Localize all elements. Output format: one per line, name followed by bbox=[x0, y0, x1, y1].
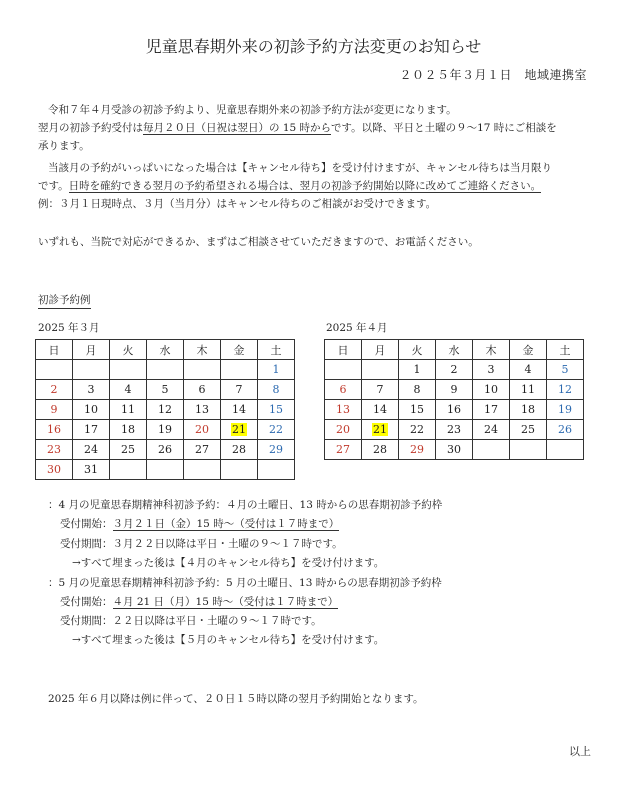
calendar-day: 21 bbox=[221, 420, 258, 440]
weekday-header: 火 bbox=[399, 340, 436, 360]
weekday-header: 水 bbox=[436, 340, 473, 360]
calendar-day: 22 bbox=[399, 420, 436, 440]
calendar-day bbox=[362, 360, 399, 380]
calendar-day: 15 bbox=[258, 400, 295, 420]
calendar-day bbox=[325, 360, 362, 380]
calendar-day: 21 bbox=[362, 420, 399, 440]
weekday-header: 月 bbox=[73, 340, 110, 360]
calendar-day: 10 bbox=[473, 380, 510, 400]
calendar-day: 11 bbox=[510, 380, 547, 400]
calendar-day: 5 bbox=[147, 380, 184, 400]
calendar-day: 6 bbox=[184, 380, 221, 400]
weekday-header: 火 bbox=[110, 340, 147, 360]
calendar-day: 9 bbox=[36, 400, 73, 420]
may-start-underlined: ４月 21 日（月）15 時～（受付は１７時まで） bbox=[112, 596, 339, 608]
weekday-header: 月 bbox=[362, 340, 399, 360]
june-onward-note: 2025 年６月以降は例に伴って、２０日１５時以降の翌月予約開始となります。 bbox=[48, 693, 424, 705]
calendar-day: 23 bbox=[36, 440, 73, 460]
calendar-day: 28 bbox=[221, 440, 258, 460]
calendar-day: 24 bbox=[473, 420, 510, 440]
calendar-day: 18 bbox=[510, 400, 547, 420]
calendar-day bbox=[510, 440, 547, 460]
weekday-header: 土 bbox=[547, 340, 584, 360]
intro-line-5: です。日時を確約できる翌月の予約希望される場合は、翌月の初診予約開始以降に改めてご連絡ください。 bbox=[38, 180, 542, 192]
calendar-day: 29 bbox=[399, 440, 436, 460]
calendar-day: 10 bbox=[73, 400, 110, 420]
calendar-march-label: 2025 年３月 bbox=[38, 322, 100, 334]
intro-line-3: 承ります。 bbox=[38, 140, 90, 152]
calendar-day: 20 bbox=[325, 420, 362, 440]
may-reception-start: 受付開始：４月 21 日（月）15 時～（受付は１７時まで） bbox=[60, 596, 339, 608]
calendar-day bbox=[184, 360, 221, 380]
calendar-day: 1 bbox=[399, 360, 436, 380]
calendar-day: 25 bbox=[510, 420, 547, 440]
calendar-day: 13 bbox=[325, 400, 362, 420]
calendar-day: 27 bbox=[184, 440, 221, 460]
calendar-day: 16 bbox=[436, 400, 473, 420]
may-cancel-waitlist: →すべて埋まった後は【５月のキャンセル待ち】を受け付けます。 bbox=[72, 634, 385, 646]
calendar-day bbox=[221, 460, 258, 480]
calendar-day bbox=[36, 360, 73, 380]
calendar-day: 19 bbox=[547, 400, 584, 420]
calendar-day: 28 bbox=[362, 440, 399, 460]
weekday-header: 木 bbox=[473, 340, 510, 360]
calendar-day bbox=[184, 460, 221, 480]
confirm-next-month-underlined: 日時を確約できる翌月の予約希望される場合は、翌月の初診予約開始以降に改めてご連絡ください。 bbox=[68, 180, 542, 192]
weekday-header: 金 bbox=[510, 340, 547, 360]
intro-line-4: 当該月の予約がいっぱいになった場合は【キャンセル待ち】を受け付けますが、キャンセル待ちは当月限り bbox=[48, 162, 552, 174]
calendar-day: 18 bbox=[110, 420, 147, 440]
reception-start-underlined: 毎月２０日（日祝は翌日）の 15 時から bbox=[143, 122, 331, 134]
page-title: 児童思春期外来の初診予約方法変更のお知らせ bbox=[145, 37, 482, 56]
calendar-day: 5 bbox=[547, 360, 584, 380]
calendar-day: 6 bbox=[325, 380, 362, 400]
calendar-day: 17 bbox=[473, 400, 510, 420]
calendar-april bbox=[324, 339, 584, 460]
intro-example: 例：３月１日現時点、３月（当月分）はキャンセル待ちのご相談がお受けできます。 bbox=[38, 198, 437, 210]
calendar-day: 3 bbox=[73, 380, 110, 400]
calendar-day: 23 bbox=[436, 420, 473, 440]
weekday-header: 金 bbox=[221, 340, 258, 360]
calendar-day: 17 bbox=[73, 420, 110, 440]
calendar-day: 4 bbox=[510, 360, 547, 380]
closing-mark: 以上 bbox=[569, 745, 591, 758]
intro-line-2: 翌月の初診予約受付は毎月２０日（日祝は翌日）の 15 時からです。以降、平日と土曜の９～17 時にご相談を bbox=[38, 122, 557, 134]
calendar-day: 26 bbox=[547, 420, 584, 440]
calendar-day: 4 bbox=[110, 380, 147, 400]
calendar-day: 8 bbox=[399, 380, 436, 400]
calendar-day: 14 bbox=[221, 400, 258, 420]
calendar-march bbox=[35, 339, 295, 480]
calendar-day: 12 bbox=[147, 400, 184, 420]
calendar-day: 8 bbox=[258, 380, 295, 400]
calendar-day: 25 bbox=[110, 440, 147, 460]
calendar-day bbox=[73, 360, 110, 380]
intro-closing: いずれも、当院で対応ができるか、まずはご相談させていただきますので、お電話ください。 bbox=[38, 236, 479, 248]
calendar-day: 13 bbox=[184, 400, 221, 420]
intro-line-1: 令和７年４月受診の初診予約より、児童思春期外来の初診予約方法が変更になります。 bbox=[48, 104, 457, 116]
calendar-day: 29 bbox=[258, 440, 295, 460]
calendar-day bbox=[147, 460, 184, 480]
calendar-day: 22 bbox=[258, 420, 295, 440]
calendar-day bbox=[258, 460, 295, 480]
calendar-day: 12 bbox=[547, 380, 584, 400]
weekday-header: 日 bbox=[36, 340, 73, 360]
calendar-day: 2 bbox=[436, 360, 473, 380]
calendar-day: 7 bbox=[221, 380, 258, 400]
may-reservation-heading: ：5 月の児童思春期精神科初診予約：5 月の土曜日、13 時からの思春期初診予約枠 bbox=[48, 577, 442, 589]
calendar-day: 30 bbox=[36, 460, 73, 480]
calendar-day: 27 bbox=[325, 440, 362, 460]
calendar-day bbox=[147, 360, 184, 380]
calendar-day bbox=[110, 360, 147, 380]
april-start-underlined: ３月２１日（金）15 時～（受付は１７時まで） bbox=[112, 518, 340, 530]
date-and-department: ２０２５年３月１日 地域連携室 bbox=[399, 68, 587, 82]
calendar-day bbox=[473, 440, 510, 460]
calendar-day: 2 bbox=[36, 380, 73, 400]
calendar-day bbox=[547, 440, 584, 460]
calendar-day: 30 bbox=[436, 440, 473, 460]
calendar-day: 7 bbox=[362, 380, 399, 400]
april-reception-start: 受付開始：３月２１日（金）15 時～（受付は１７時まで） bbox=[60, 518, 340, 530]
calendar-day: 20 bbox=[184, 420, 221, 440]
may-reception-period: 受付期間：２２日以降は平日・土曜の９～１７時です。 bbox=[60, 615, 322, 627]
calendar-april-label: 2025 年４月 bbox=[326, 322, 388, 334]
calendar-day: 1 bbox=[258, 360, 295, 380]
weekday-header: 土 bbox=[258, 340, 295, 360]
calendar-day: 24 bbox=[73, 440, 110, 460]
calendar-day: 9 bbox=[436, 380, 473, 400]
calendar-day: 26 bbox=[147, 440, 184, 460]
calendar-day: 11 bbox=[110, 400, 147, 420]
april-reservation-heading: ：4 月の児童思春期精神科初診予約：４月の土曜日、13 時からの思春期初診予約枠 bbox=[48, 499, 443, 511]
calendar-day: 15 bbox=[399, 400, 436, 420]
weekday-header: 日 bbox=[325, 340, 362, 360]
calendar-day: 3 bbox=[473, 360, 510, 380]
weekday-header: 木 bbox=[184, 340, 221, 360]
calendar-day: 16 bbox=[36, 420, 73, 440]
april-reception-period: 受付期間：３月２２日以降は平日・土曜の９～１７時です。 bbox=[60, 538, 343, 550]
april-cancel-waitlist: →すべて埋まった後は【４月のキャンセル待ち】を受け付けます。 bbox=[72, 557, 385, 569]
example-heading: 初診予約例 bbox=[38, 293, 91, 309]
calendar-day: 14 bbox=[362, 400, 399, 420]
weekday-header: 水 bbox=[147, 340, 184, 360]
calendar-day: 19 bbox=[147, 420, 184, 440]
calendar-day bbox=[110, 460, 147, 480]
calendar-day: 31 bbox=[73, 460, 110, 480]
calendar-day bbox=[221, 360, 258, 380]
